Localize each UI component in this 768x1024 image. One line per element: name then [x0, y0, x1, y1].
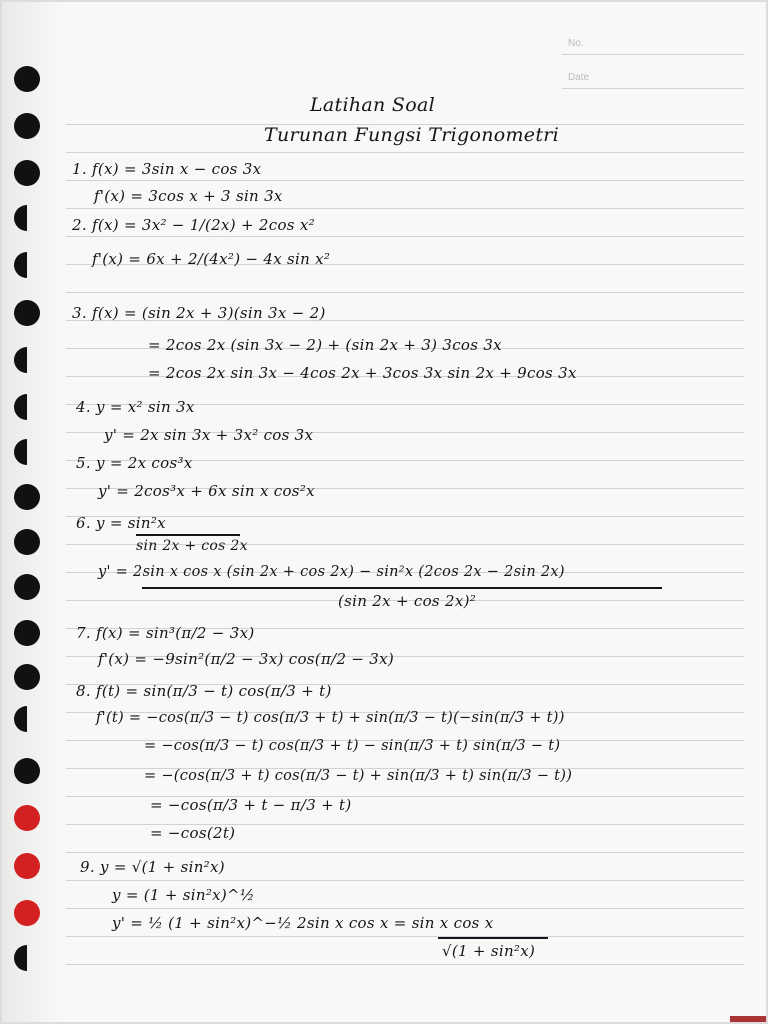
header-rule	[562, 88, 744, 89]
ruled-line	[66, 880, 744, 881]
fraction-bar	[136, 534, 240, 536]
binding-hole	[14, 66, 40, 92]
solution-line: = −cos(2t)	[150, 824, 236, 842]
binding-hole	[14, 805, 40, 831]
solution-line: = −cos(π/3 − t) cos(π/3 + t) − sin(π/3 + t) sin(π/3 − t)	[144, 738, 561, 754]
ruled-line	[66, 516, 744, 517]
solution-line: 7. f(x) = sin³(π/2 − 3x)	[76, 624, 255, 642]
binding-hole	[14, 853, 40, 879]
solution-line: 9. y = √(1 + sin²x)	[80, 858, 225, 876]
solution-line: f'(x) = 6x + 2/(4x²) − 4x sin x²	[92, 250, 331, 268]
binding-hole	[14, 758, 40, 784]
binding-hole	[14, 945, 40, 971]
solution-line: = −cos(π/3 + t − π/3 + t)	[150, 796, 352, 814]
binding-hole	[14, 347, 40, 373]
solution-line: = 2cos 2x sin 3x − 4cos 2x + 3cos 3x sin 2x + 9cos 3x	[148, 364, 577, 382]
binding-hole	[14, 205, 40, 231]
ruled-line	[66, 208, 744, 209]
header-rule	[562, 54, 744, 55]
solution-line: y' = 2cos³x + 6x sin x cos²x	[98, 482, 315, 500]
solution-line: √(1 + sin²x)	[442, 942, 536, 960]
binding-hole	[14, 574, 40, 600]
binding-hole	[14, 484, 40, 510]
ruled-line	[66, 152, 744, 153]
solution-line: f'(t) = −cos(π/3 − t) cos(π/3 + t) + sin(π/3 − t)(−sin(π/3 + t))	[96, 710, 565, 726]
binding-hole	[14, 252, 40, 278]
title-line-2: Turunan Fungsi Trigonometri	[264, 124, 560, 146]
fraction-bar	[142, 587, 662, 589]
solution-line: sin 2x + cos 2x	[136, 538, 248, 554]
ruled-line	[66, 292, 744, 293]
ruled-line	[66, 936, 744, 937]
solution-line: 2. f(x) = 3x² − 1/(2x) + 2cos x²	[72, 216, 315, 234]
solution-line: y' = 2sin x cos x (sin 2x + cos 2x) − sin²x (2cos 2x − 2sin 2x)	[98, 564, 565, 580]
binding-hole	[14, 706, 40, 732]
ruled-line	[66, 852, 744, 853]
ruled-line	[66, 236, 744, 237]
solution-line: 3. f(x) = (sin 2x + 3)(sin 3x − 2)	[72, 304, 326, 322]
binding-hole	[14, 160, 40, 186]
binding-holes	[2, 2, 62, 1022]
binding-hole	[14, 664, 40, 690]
corner-mark	[730, 1016, 766, 1022]
fraction-bar	[438, 937, 548, 939]
binding-hole	[14, 620, 40, 646]
binding-hole	[14, 113, 40, 139]
date-label: Date	[568, 72, 590, 83]
solution-line: 5. y = 2x cos³x	[76, 454, 193, 472]
binding-hole	[14, 394, 40, 420]
solution-line: 1. f(x) = 3sin x − cos 3x	[72, 160, 262, 178]
solution-line: (sin 2x + cos 2x)²	[338, 592, 477, 610]
solution-line: y = (1 + sin²x)^½	[112, 886, 255, 904]
solution-line: = 2cos 2x (sin 3x − 2) + (sin 2x + 3) 3cos 3x	[148, 336, 502, 354]
solution-line: = −(cos(π/3 + t) cos(π/3 − t) + sin(π/3 + t) sin(π/3 − t))	[144, 768, 573, 784]
ruled-line	[66, 180, 744, 181]
solution-line: f'(x) = 3cos x + 3 sin 3x	[94, 187, 283, 205]
title-line-1: Latihan Soal	[310, 94, 435, 116]
ruled-line	[66, 964, 744, 965]
ruled-line	[66, 908, 744, 909]
solution-line: y' = ½ (1 + sin²x)^−½ 2sin x cos x = sin x cos x	[112, 914, 494, 932]
solution-line: 4. y = x² sin 3x	[76, 398, 195, 416]
binding-hole	[14, 529, 40, 555]
solution-line: f'(x) = −9sin²(π/2 − 3x) cos(π/2 − 3x)	[98, 650, 395, 668]
notebook-page	[2, 2, 766, 1022]
no-label: No.	[568, 38, 584, 49]
solution-line: y' = 2x sin 3x + 3x² cos 3x	[104, 426, 314, 444]
binding-hole	[14, 300, 40, 326]
binding-hole	[14, 900, 40, 926]
solution-line: 6. y = sin²x	[76, 514, 166, 532]
solution-line: 8. f(t) = sin(π/3 − t) cos(π/3 + t)	[76, 682, 332, 700]
binding-hole	[14, 439, 40, 465]
